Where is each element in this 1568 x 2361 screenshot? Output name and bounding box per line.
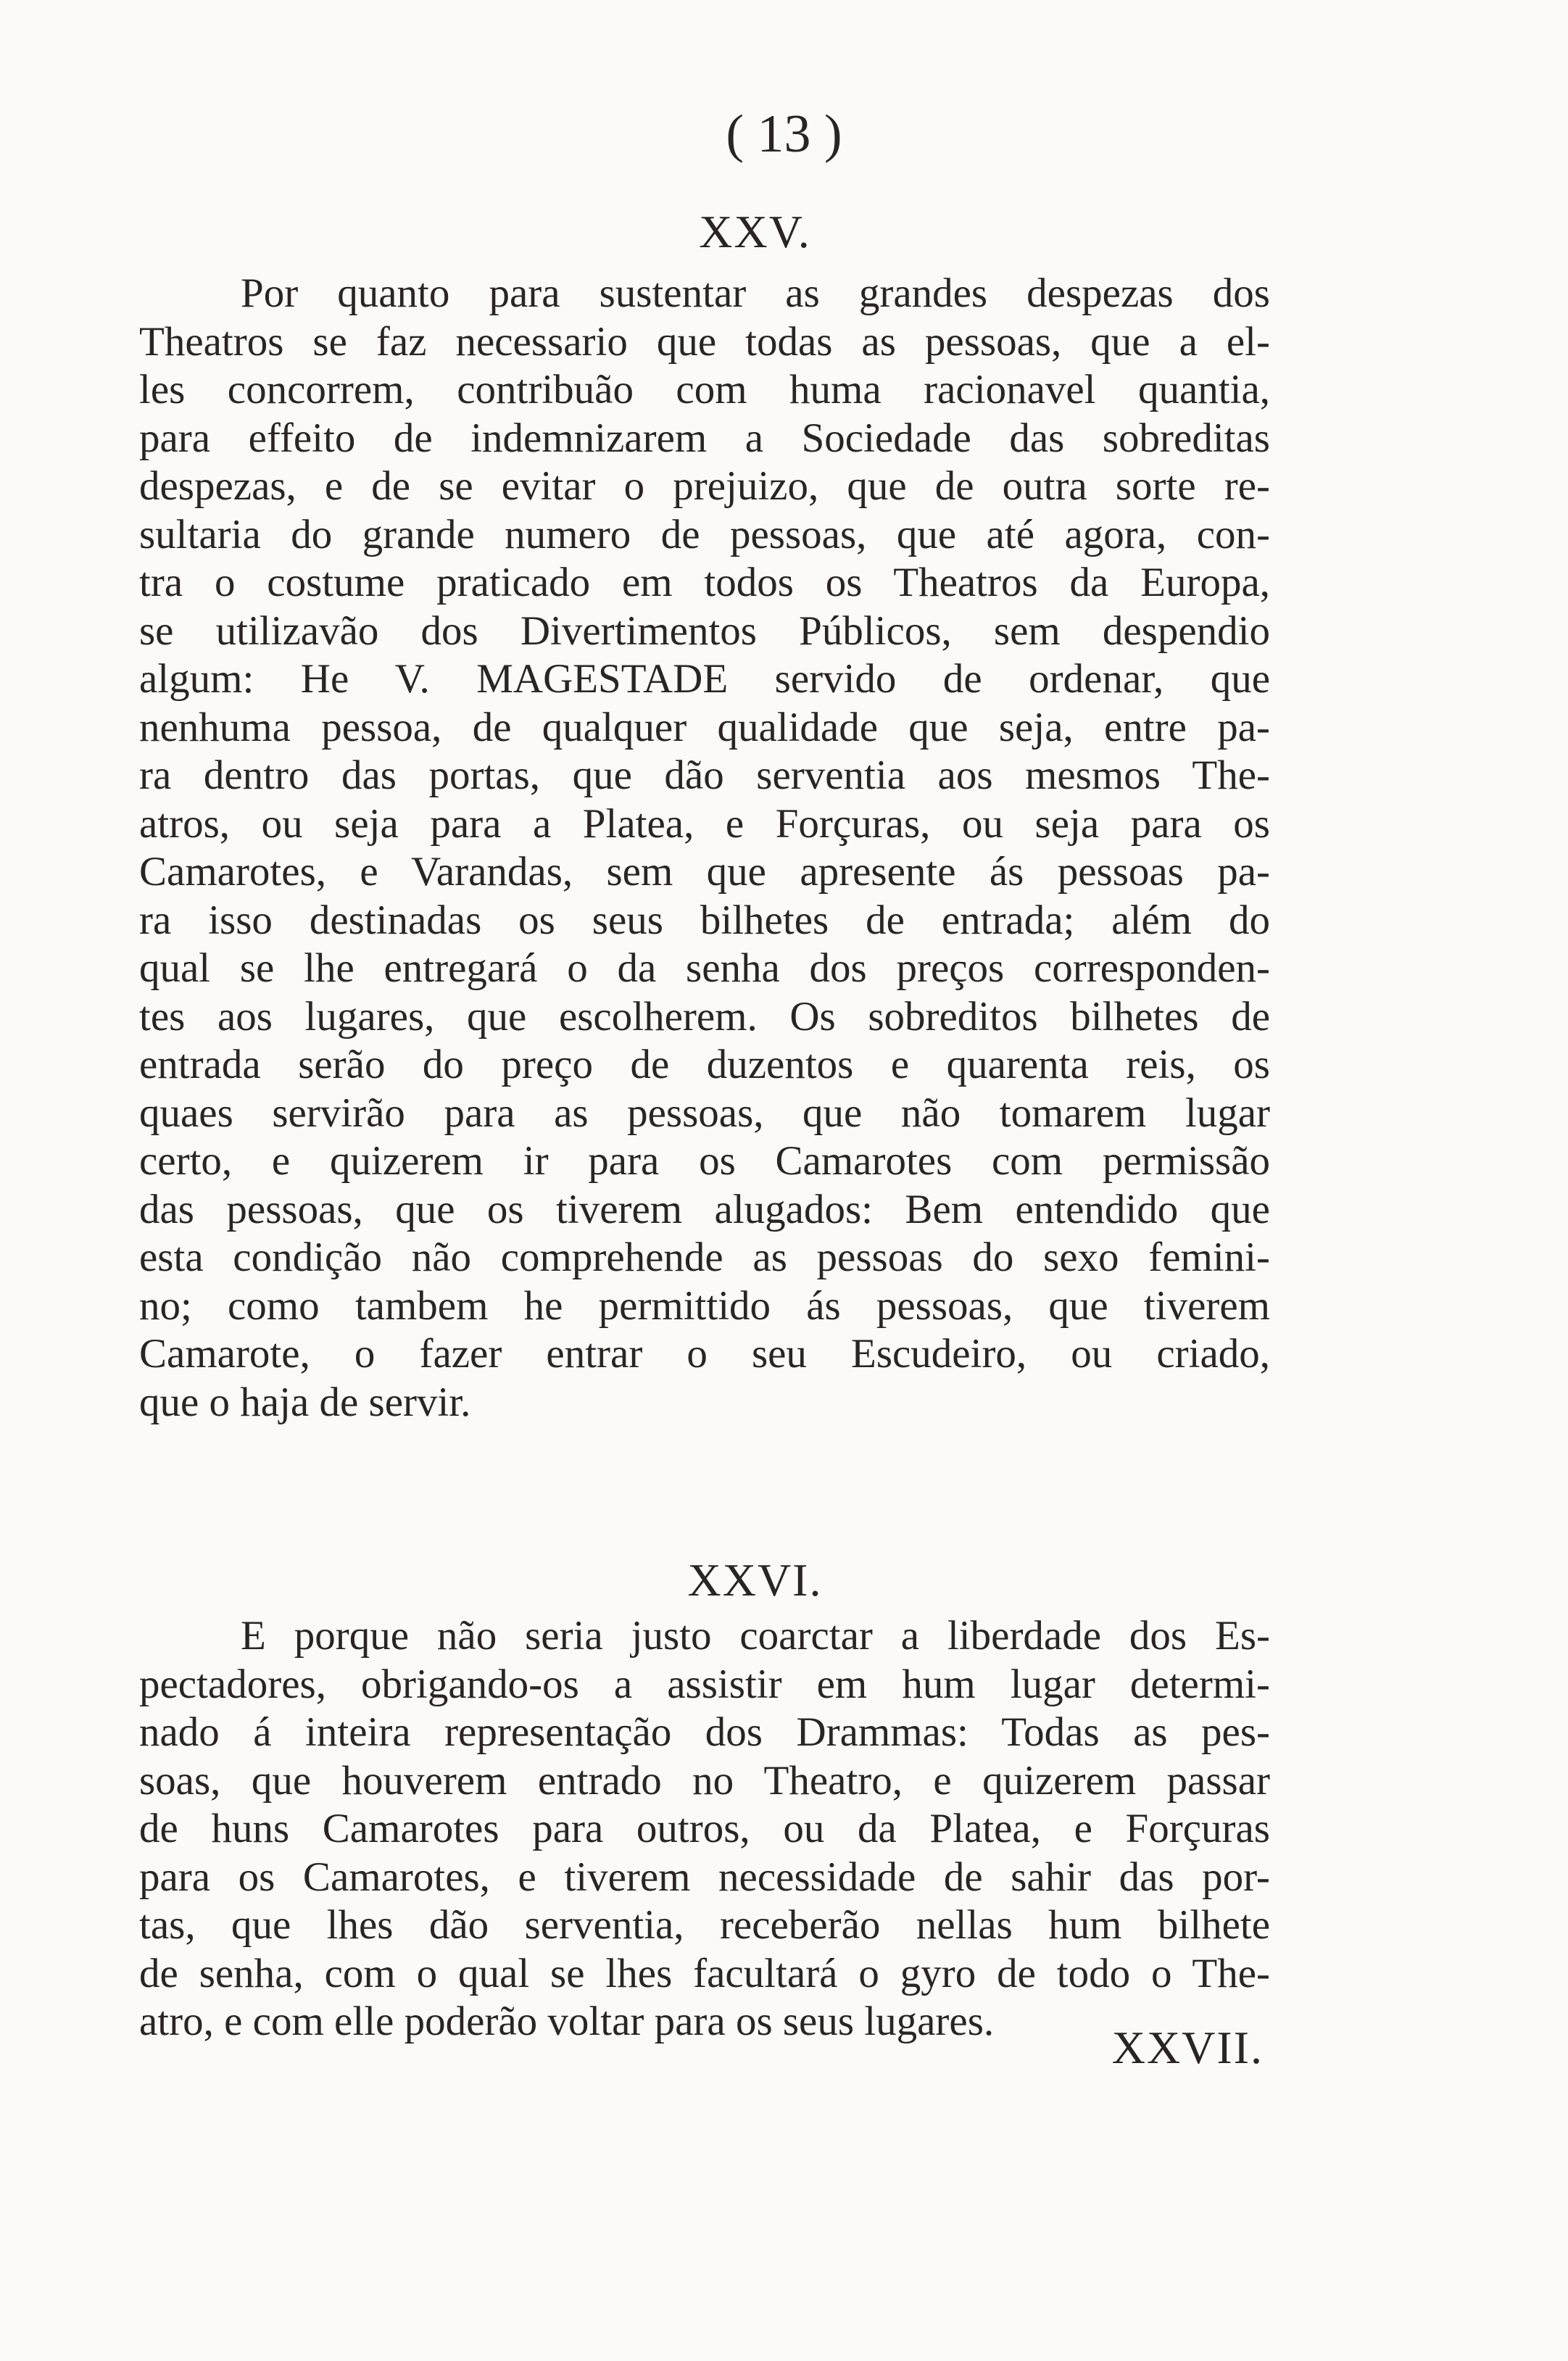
text-line: E porque não seria justo coarctar a liberdade dos Es- <box>241 1613 1270 1659</box>
text-line: entrada serão do preço de duzentos e quarenta reis, os <box>139 1042 1270 1087</box>
section-heading-xxvi: XXVI. <box>687 1554 823 1606</box>
text-line: de huns Camarotes para outros, ou da Platea, e Forçuras <box>139 1806 1270 1851</box>
text-line: algum: He V. MAGESTADE servido de ordenar, que <box>139 656 1270 702</box>
text-line: certo, e quizerem ir para os Camarotes com permissão <box>139 1138 1270 1184</box>
text-line: Camarotes, e Varandas, sem que apresente ás pessoas pa- <box>139 849 1270 895</box>
text-line: atro, e com elle poderão voltar para os seus lugares. <box>139 1999 995 2044</box>
text-line: se utilizavão dos Divertimentos Públicos, sem despendio <box>139 607 1270 654</box>
text-line: sultaria do grande numero de pessoas, que até agora, con- <box>139 511 1270 557</box>
text-line: no; como tambem he permittido ás pessoas, que tiverem <box>139 1282 1270 1329</box>
text-line: para os Camarotes, e tiverem necessidade de sahir das por- <box>139 1854 1270 1900</box>
section-body-xxv <box>139 270 1270 1427</box>
text-line: ra isso destinadas os seus bilhetes de entrada; além do <box>139 897 1270 943</box>
text-line: Por quanto para sustentar as grandes despezas dos <box>241 270 1270 316</box>
text-line: despezas, e de se evitar o prejuizo, que de outra sorte re- <box>139 463 1270 509</box>
text-line: de senha, com o qual se lhes facultará o gyro de todo o The- <box>139 1950 1270 1996</box>
text-line: atros, ou seja para a Platea, e Forçuras, ou seja para os <box>139 800 1270 847</box>
text-line: nado á inteira representação dos Drammas: Todas as pes- <box>139 1709 1270 1755</box>
text-line: tes aos lugares, que escolherem. Os sobreditos bilhetes de <box>139 993 1270 1040</box>
text-line: les concorrem, contribuão com huma racionavel quantia, <box>139 367 1270 412</box>
text-line: Theatros se faz necessario que todas as pessoas, que a el- <box>139 318 1270 365</box>
section-heading-xxv: XXV. <box>699 206 811 257</box>
text-line: tra o costume praticado em todos os Theatros da Europa, <box>139 560 1270 605</box>
text-line: que o haja de servir. <box>139 1379 471 1425</box>
catchword: XXVII. <box>1111 2022 1264 2073</box>
text-line: das pessoas, que os tiverem alugados: Bem entendido que <box>139 1186 1270 1232</box>
text-line: Camarote, o fazer entrar o seu Escudeiro, ou criado, <box>139 1331 1270 1377</box>
text-line: quaes servirão para as pessoas, que não tomarem lugar <box>139 1090 1270 1136</box>
text-line: nenhuma pessoa, de qualquer qualidade que seja, entre pa- <box>139 704 1270 750</box>
text-line: soas, que houverem entrado no Theatro, e quizerem passar <box>139 1757 1270 1804</box>
section-body-xxvi <box>139 1612 1270 2046</box>
text-line: pectadores, obrigando-os a assistir em hum lugar determi- <box>139 1661 1270 1707</box>
text-line: para effeito de indemnizarem a Sociedade das sobreditas <box>139 415 1270 461</box>
text-line: qual se lhe entregará o da senha dos preços corresponden- <box>139 945 1270 991</box>
text-line: esta condição não comprehende as pessoas do sexo femini- <box>139 1235 1270 1280</box>
text-line: ra dentro das portas, que dão serventia aos mesmos The- <box>139 752 1270 798</box>
page-number: ( 13 ) <box>726 104 842 164</box>
text-line: tas, que lhes dão serventia, receberão nellas hum bilhete <box>139 1902 1270 1948</box>
